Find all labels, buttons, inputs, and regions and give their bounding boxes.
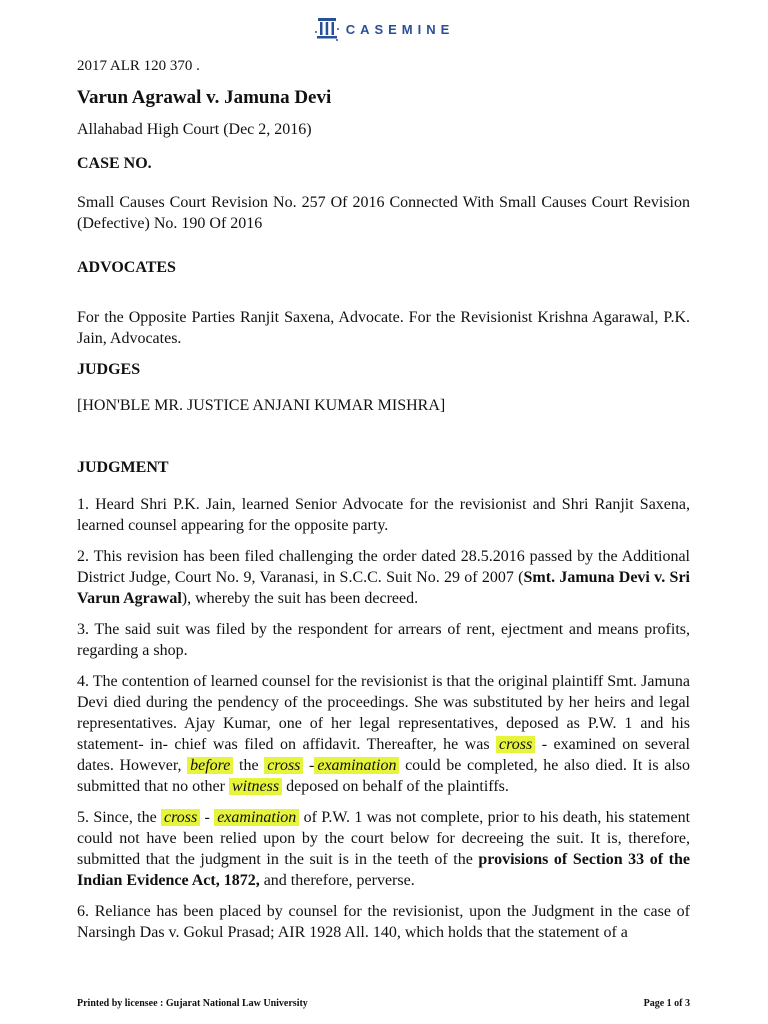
paragraph-2 [77,546,690,609]
case-no-text: Small Causes Court Revision No. 257 Of 2016 Connected With Small Causes Court Revision (Defective) No. 190 Of 2016 [77,194,690,232]
highlight-term: examination [214,809,299,826]
paragraph-4 [77,671,690,797]
footer-licensee: Printed by licensee : Gujarat National Law University [77,998,308,1009]
paragraph-4-text-d: - [303,757,315,774]
logo-text: CASEMINE [345,21,455,37]
document-page [77,58,690,943]
paragraph-4-text-a: 4. The contention of learned counsel for the revisionist is that the original plaintiff Smt. Jamuna Devi died during the pendency of the proceedings. She was substituted by her heirs and legal representatives. Ajay Kumar, one of her legal representatives, deposed as P.W. 1 and his statement- in- chief was filed on affidavit. Thereafter, he was [77,673,690,753]
paragraph-4-text-b: - examined on several dates. However, [77,736,690,774]
paragraph-2-case-name: Smt. Jamuna Devi v. Sri Varun Agrawal [77,569,690,607]
paragraph-5-text-d: and therefore, perverse. [259,872,415,889]
paragraph-4-text-e: could be completed, he also died. It is also submitted that no other [77,757,690,795]
paragraph-6: 6. Reliance has been placed by counsel for the revisionist, upon the Judgment in the case of Narsingh Das v. Gokul Prasad; AIR 1928 All. 140, which holds that the statement of a [77,903,690,941]
paragraph-5-text-b: - [200,809,215,826]
advocates-heading: ADVOCATES [77,259,176,276]
court-and-date: Allahabad High Court (Dec 2, 2016) [77,121,312,138]
highlight-term: cross [161,809,200,826]
advocates-text: For the Opposite Parties Ranjit Saxena, Advocate. For the Revisionist Krishna Agarawal, P.K. Jain, Advocates. [77,309,690,347]
page-footer [77,998,690,1009]
judges-heading: JUDGES [77,361,141,378]
paragraph-4-text-c: the [233,757,265,774]
judges-text: [HON'BLE MR. JUSTICE ANJANI KUMAR MISHRA] [77,397,446,414]
highlight-term: cross [496,736,535,753]
highlight-term: witness [229,778,282,795]
highlight-term: cross [264,757,303,774]
citation: 2017 ALR 120 370 . [77,58,200,74]
judgment-heading: JUDGMENT [77,459,169,476]
paragraph-5-statute-ref: provisions of Section 33 of the Indian Evidence Act, 1872, [77,851,691,889]
highlight-term: examination [314,757,399,774]
paragraph-1: 1. Heard Shri P.K. Jain, learned Senior Advocate for the revisionist and Shri Ranjit Saxena, learned counsel appearing for the opposite party. [77,496,690,534]
page-number: Page 1 of 3 [643,998,690,1009]
paragraph-4-text-f: deposed on behalf of the plaintiffs. [282,778,509,795]
highlight-term: before [187,757,233,774]
paragraph-3: 3. The said suit was filed by the respondent for arrears of rent, ejectment and means profits, regarding a shop. [77,621,690,659]
paragraph-5-text-c: of P.W. 1 was not complete, prior to his death, his statement could not have been relied upon by the court below for decreeing the suit. It is, therefore, submitted that the judgment in the suit is in the teeth of the [77,809,691,868]
paragraph-5 [77,807,690,891]
pillar-logo-icon [314,16,340,42]
case-title: Varun Agrawal v. Jamuna Devi [77,87,332,108]
paragraph-2-text-b: ), whereby the suit has been decreed. [181,590,419,607]
case-no-heading: CASE NO. [77,155,152,172]
casemine-logo [0,16,768,42]
paragraph-2-text-a: 2. This revision has been filed challenging the order dated 28.5.2016 passed by the Additional District Judge, Court No. 9, Varanasi, in S.C.C. Suit No. 29 of 2007 ( [77,548,690,586]
paragraph-5-text-a: 5. Since, the [77,809,162,826]
